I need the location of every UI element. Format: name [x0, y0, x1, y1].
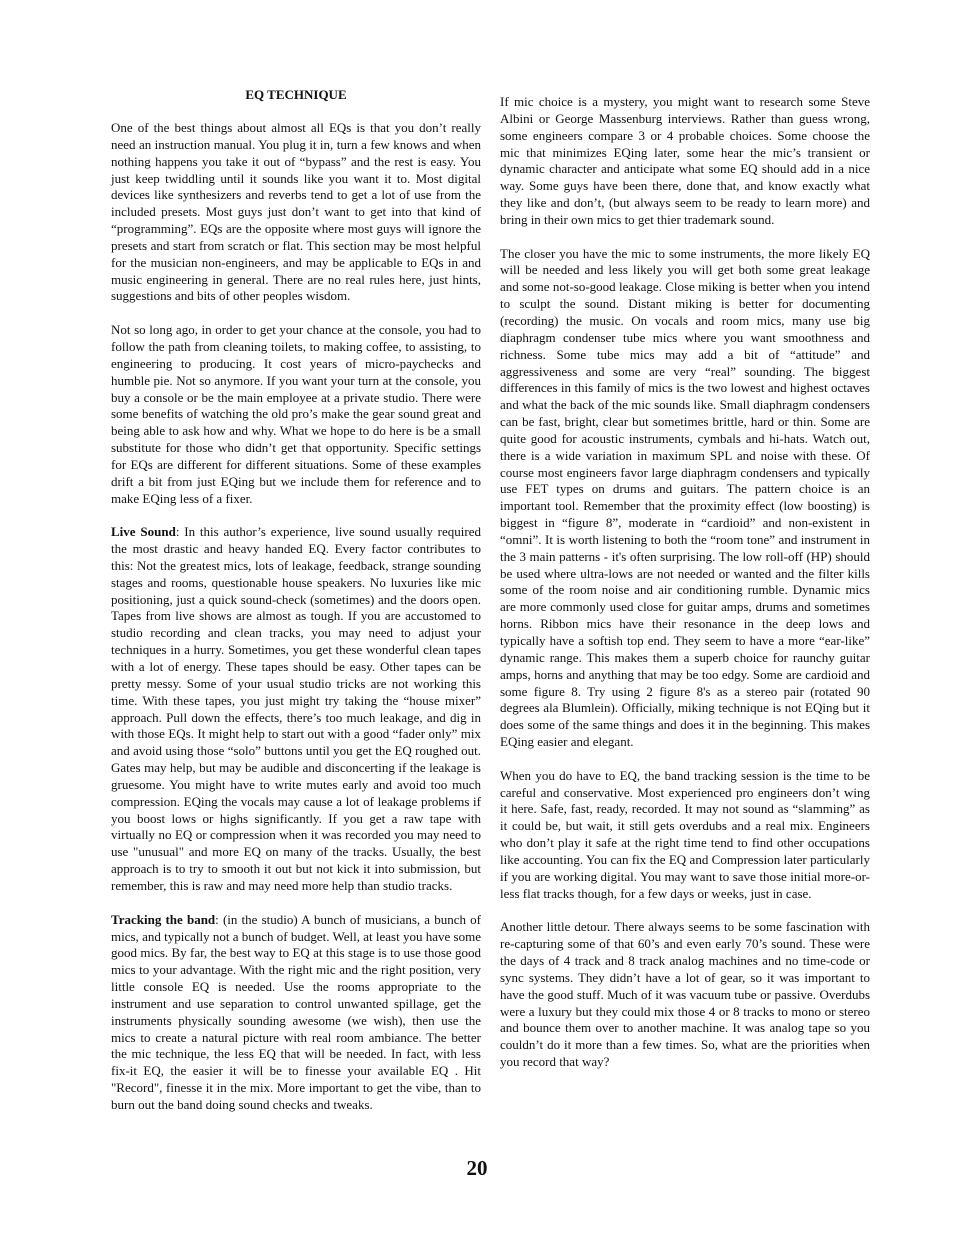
live-sound-text: : In this author’s experience, live sound usually required the most drastic and heavy handed EQ. Every factor contributes to this: Not the greatest mics, lots of leakage, feedback, strange sounding stages and rooms, questionable house speakers. No luxuries like mic positioning, just a quick sound-check (sometimes) and the doors open. Tapes from live shows are almost as tough. If you are accustomed to studio recording and clean tracks, you may need to adjust your techniques in a hurry. Sometimes, you get these wonderful clean tapes with a lot of energy. These tapes should be easy. Other tapes can be pretty messy. Some of your usual studio tricks are not working this time. With these tapes, you just might try taking the “house mixer” approach. Pull down the effects, there’s too much leakage, and dig in with those EQs. It might help to start out with a good “fader only” mix and avoid using those “solo” buttons until you get the EQ roughed out. Gates may help, but may be audible and disconcerting if the leakage is gruesome. You might have to write mutes early and avoid too much compression. EQing the vocals may cause a lot of leakage problems if you boost lows or highs significantly. If you get a raw tape with virtually no EQ or compression when it was recorded you may need to use "unusual" and more EQ on many of the tracks. Usually, the best approach is to try to smooth it out but not kick it into submission, but remember, this is raw and may need more help than studio tracks. [111, 524, 481, 893]
paragraph-intro: One of the best things about almost all EQs is that you don’t really need an instruction manual. You plug it in, turn a few knows and when nothing happens you take it out of “bypass” and the rest is easy. You just keep twiddling until it sounds like you want it to. Most digital devices like synthesizers and reverbs tend to get a lot of use from the included presets. Most guys just don’t want to get into that kind of “programming”. EQs are the opposite where most guys will ignore the presets and start from scratch or flat. This section may be most helpful for the musician non-engineers, and may be applicable to EQs in and music engineering in general. There are no real rules here, just hints, suggestions and bits of other peoples wisdom. [111, 120, 481, 304]
paragraph-conservative-eq: When you do have to EQ, the band tracking session is the time to be careful and conservative. Most experienced pro engineers don’t wing it here. Safe, fast, ready, recorded. It may not sound as “slamming” as it could be, but wait, it still gets overdubs and a real mix. Engineers who don’t play it safe at the right time tend to find other occupations like accounting. You can fix the EQ and Compression later particularly if you are working digital. You may want to save those initial more-or-less flat tracks though, for a few days or weeks, just in case. [500, 767, 870, 901]
live-sound-heading: Live Sound [111, 524, 176, 540]
tracking-band-text: : (in the studio) A bunch of musicians, a bunch of mics, and typically not a bunch of budget. Well, at least you have some good mics. By far, the best way to EQ at this stage is to use those good mics to your advantage. With the right mic and the right position, very little console EQ is needed. Use the rooms appropriate to the instrument and use separation to control unwanted spillage, get the instruments physically sounding awesome (we wish), then use the mics to create a natural picture with real room ambiance. The better the mic technique, the less EQ that will be needed. In fact, with less fix-it EQ, the easier it will be to finesse your available EQ . Hit "Record", finesse it in the mix. More important to get the vibe, than to burn out the band doing sound checks and tweaks. [111, 911, 481, 1112]
tracking-band-heading: Tracking the band [111, 911, 216, 927]
section-title: EQ TECHNIQUE [245, 87, 347, 102]
right-column [500, 94, 870, 1088]
paragraph-mic-choice: If mic choice is a mystery, you might want to research some Steve Albini or George Massenburg interviews. Rather than guess wrong, some engineers compare 3 or 4 probable choices. Some choose the mic that minimizes EQing later, some hear the mic’s transient or dynamic character and anticipate what some EQ should add in a nice way. Some guys have been there, done that, and know exactly what they like and don’t, (but always seem to be ready to learn more) and bring in their own mics to get thier trademark sound. [500, 94, 870, 227]
paragraph-tracking-band [111, 912, 481, 1114]
paragraph-history: Not so long ago, in order to get your chance at the console, you had to follow the path from cleaning toilets, to making coffee, to assisting, to engineering to producing. It cost years of micro-paychecks and humble pie. Not so anymore. If you want your turn at the console, you buy a console or be the main employee at a private studio. There were some benefits of watching the old pro’s make the gear sound great and being able to ask how and why. What we hope to do here is be a small substitute for those who didn’t get that opportunity. Specific settings for EQs are different for different situations. Some of these examples drift a bit from just EQing but we include them for reference and to make EQing less of a fixer. [111, 322, 481, 506]
paragraph-mic-distance: The closer you have the mic to some instruments, the more likely EQ will be needed and less likely you will get both some great leakage and some not-so-good leakage. Close miking is better when you intend to sculpt the sound. Distant miking is better for documenting (recording) the music. On vocals and room mics, many use big diaphragm condenser tube mics where you want smoothness and richness. Some tube mics may add a bit of “attitude” and aggressiveness and some are very “real” sounding. The biggest differences in this family of mics is the two lowest and highest octaves and what the back of the mic sounds like. Small diaphragm condensers can be fast, bright, clear but sometimes brittle, hard or thin. Some are quite good for acoustic instruments, cymbals and hi-hats. Watch out, there is a wide variation in maximum SPL and noise with these. Of course most engineers favor large diaphragm condensers and typically use FET types on drums and guitars. The pattern choice is an important tool. Remember that the proximity effect (low boosting) is biggest in “figure 8”, moderate in “cardioid” and non-existent in “omni”. It is worth listening to both the “room tone” and instrument in the 3 main patterns - it's often surprising. The low roll-off (HP) should be used where ultra-lows are not needed or wanted and the filter kills some of the room noise and air conditioning rumble. Dynamic mics are more commonly used close for guitar amps, drums and sometimes horns. Ribbon mics have their resonance in the deep lows and typically have a softish top end. They seem to have a more “ear-like” dynamic range. This makes them a superb choice for raunchy guitar amps, horns and anything that may be too edgy. Some are cardioid and some figure 8. Try using 2 figure 8's as a stereo pair (rotated 90 degrees ala Blumlein). Officially, miking technique is not EQing but it does some of the same things and does it in the beginning. This makes EQing easier and elegant. [500, 245, 870, 750]
page-number: 20 [466, 1156, 488, 1180]
paragraph-live-sound [111, 524, 481, 895]
left-column [111, 86, 481, 1131]
paragraph-detour: Another little detour. There always seems to be some fascination with re-capturing some of that 60’s and even early 70’s sound. These were the days of 4 track and 8 track analog machines and no time-code or sync systems. They didn’t have a lot of gear, so it was important to have the good stuff. Much of it was vacuum tube or passive. Overdubs were a luxury but they could mix those 4 or 8 tracks to mono or stereo and bounce them over to another machine. It was analog tape so you couldn’t do it more than a few times. So, what are the priorities when you record that way? [500, 919, 870, 1070]
